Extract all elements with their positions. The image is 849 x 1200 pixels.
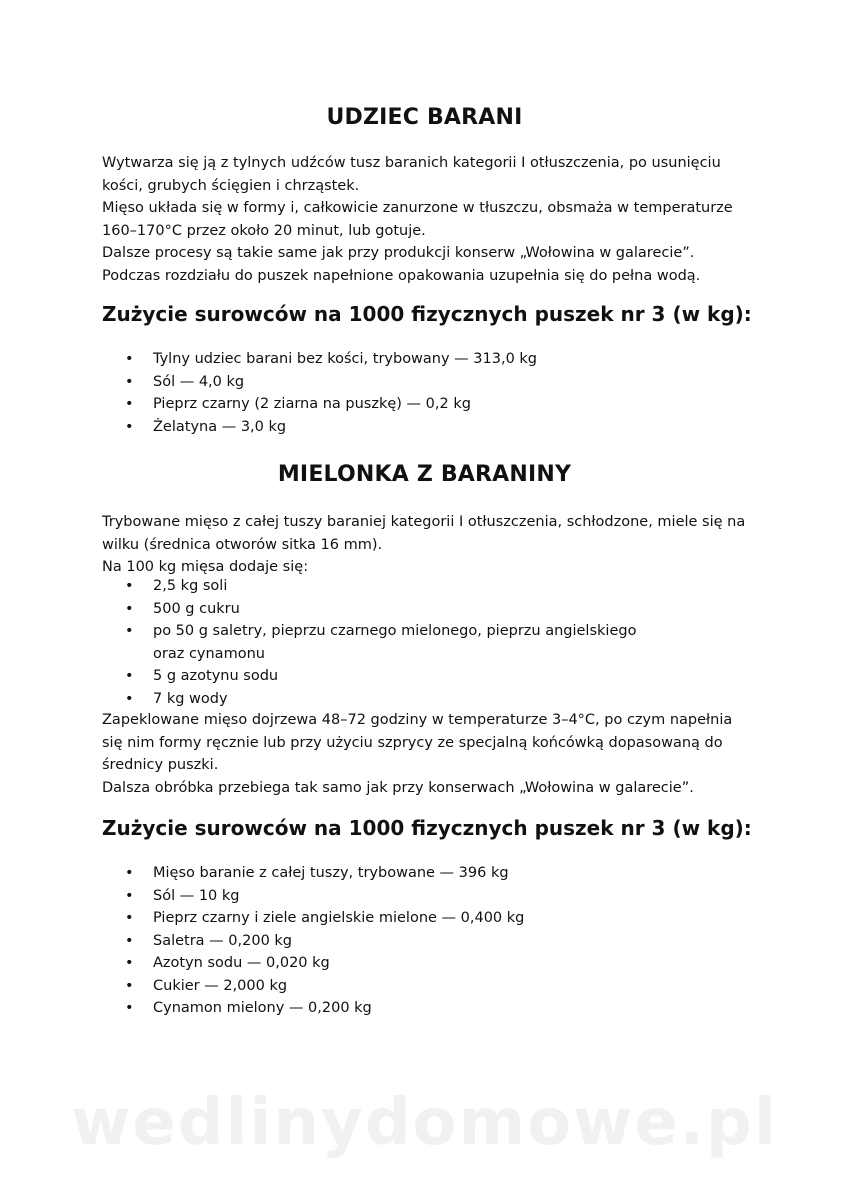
section2-outro: [102, 709, 752, 799]
list-item: • Sól — 4,0 kg: [102, 371, 702, 394]
section-title-mielonka: MIELONKA Z BARANINY: [277, 462, 572, 487]
list-item: • Cynamon mielony — 0,200 kg: [102, 997, 702, 1020]
list-item: • Cukier — 2,000 kg: [102, 975, 702, 998]
usage-list-1: [102, 348, 702, 438]
list-item: • Pieprz czarny i ziele angielskie mielone — 0,400 kg: [102, 907, 702, 930]
section1-description: [102, 152, 752, 287]
list-item: • Sól — 10 kg: [102, 885, 702, 908]
list-item: • 2,5 kg soli: [102, 575, 662, 598]
usage-heading-1: Zużycie surowców na 1000 fizycznych puszek nr 3 (w kg):: [102, 302, 752, 326]
list-item: • Mięso baranie z całej tuszy, trybowane — 396 kg: [102, 862, 702, 885]
list-item: • Żelatyna — 3,0 kg: [102, 416, 702, 439]
paragraph: Dalsze procesy są takie same jak przy produkcji konserw „Wołowina w galarecie”.: [102, 245, 695, 261]
usage-list-2: [102, 862, 702, 1020]
paragraph: Na 100 kg mięsa dodaje się:: [102, 559, 309, 575]
list-item: • 7 kg wody: [102, 688, 662, 711]
paragraph: Mięso układa się w formy i, całkowicie zanurzone w tłuszczu, obsmaża w temperaturze 160–170°C przez około 20 minut, lub gotuje.: [102, 200, 733, 239]
paragraph: Dalsza obróbka przebiega tak samo jak przy konserwach „Wołowina w galarecie”.: [102, 779, 694, 796]
list-item: • 500 g cukru: [102, 598, 662, 621]
list-item: • Tylny udziec barani bez kości, trybowany — 313,0 kg: [102, 348, 702, 371]
list-item: • Pieprz czarny (2 ziarna na puszkę) — 0,2 kg: [102, 393, 702, 416]
paragraph: Wytwarza się ją z tylnych udźców tusz baranich kategorii I otłuszczenia, po usunięciu kości, grubych ścięgien i chrząstek.: [102, 155, 721, 194]
paragraph: Trybowane mięso z całej tuszy baraniej kategorii I otłuszczenia, schłodzone, miele się na wilku (średnica otworów sitka 16 mm).: [102, 514, 746, 553]
usage-heading-2: Zużycie surowców na 1000 fizycznych puszek nr 3 (w kg):: [102, 816, 752, 840]
list-item: • 5 g azotynu sodu: [102, 665, 662, 688]
list-item: • Saletra — 0,200 kg: [102, 930, 702, 953]
section-title-udziec-barani: UDZIEC BARANI: [326, 105, 523, 130]
paragraph: Zapeklowane mięso dojrzewa 48–72 godziny w temperaturze 3–4°C, po czym napełnia się nim formy ręcznie lub przy użyciu szprycy ze specjalną końcówką dopasowaną do średnicy puszki.: [102, 712, 733, 773]
section2-intro: [102, 511, 752, 579]
watermark: wedlinydomowe.pl: [71, 1086, 778, 1160]
additives-list: [102, 575, 662, 710]
list-item: • Azotyn sodu — 0,020 kg: [102, 952, 702, 975]
list-item: • po 50 g saletry, pieprzu czarnego mielonego, pieprzu angielskiego oraz cynamonu: [102, 620, 662, 665]
paragraph: Podczas rozdziału do puszek napełnione opakowania uzupełnia się do pełna wodą.: [102, 267, 701, 284]
